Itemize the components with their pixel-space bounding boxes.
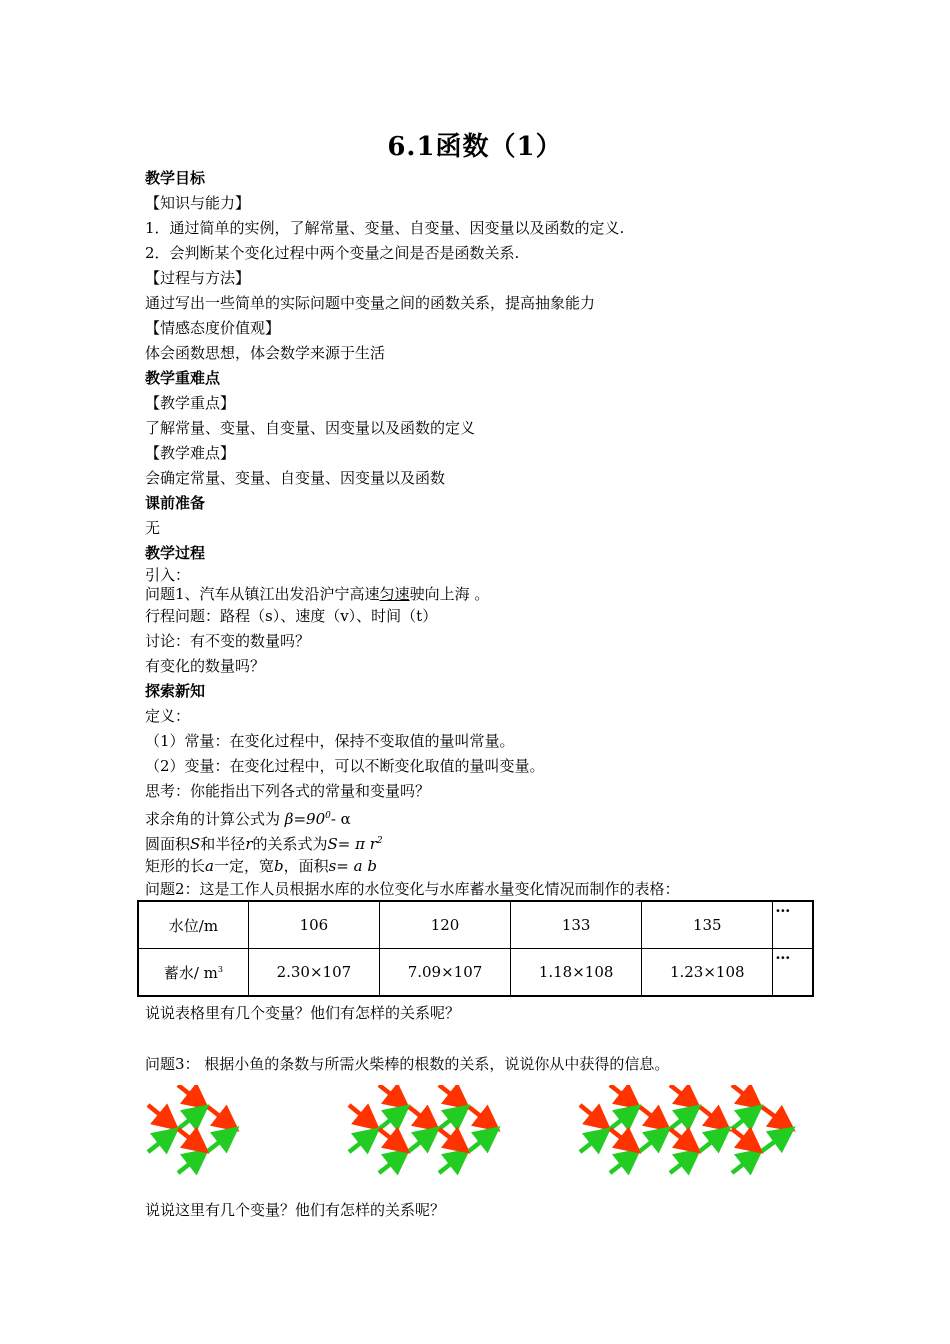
storage-unit-sup: 3 — [217, 964, 223, 974]
prep-text: 无 — [145, 519, 161, 537]
storage-label: 蓄水/ m — [163, 963, 218, 982]
formula-1 — [145, 806, 351, 829]
formula-3-text-c: ，面积 — [283, 857, 329, 875]
table-header-water-level: 水位/m — [138, 901, 248, 949]
intro-label: 引入： — [145, 566, 191, 584]
table-row — [138, 949, 813, 997]
table-cell: 135 — [642, 901, 773, 949]
formula-1-sup: 0 — [325, 811, 331, 821]
key-text: 了解常量、变量、自变量、因变量以及函数的定义 — [145, 419, 476, 437]
definition-1: （1）常量：在变化过程中，保持不变取值的量叫常量。 — [145, 732, 515, 750]
table-row — [138, 901, 813, 949]
subheading-difficult: 【教学难点】 — [145, 444, 236, 462]
formula-2-sup: 2 — [376, 836, 383, 846]
reservoir-table — [137, 900, 814, 997]
formula-2-expr: S= π r — [327, 835, 377, 853]
definition-label: 定义： — [145, 707, 191, 725]
question-3-followup: 说说这里有几个变量？他们有怎样的关系呢？ — [145, 1201, 446, 1219]
table-header-storage — [138, 949, 248, 997]
formula-3-var-a: a — [205, 857, 214, 875]
question-1 — [145, 584, 489, 604]
table-ellipsis: … — [773, 901, 813, 949]
difficult-text: 会确定常量、变量、自变量、因变量以及函数 — [145, 469, 446, 487]
heading-explore: 探索新知 — [145, 682, 206, 700]
table-cell: 2.30×107 — [248, 949, 379, 997]
formula-1-alpha: - α — [330, 810, 351, 828]
subheading-knowledge: 【知识与能力】 — [145, 194, 251, 212]
travel-problem: 行程问题：路程（s）、速度（v）、时间（t） — [145, 607, 438, 625]
subheading-key-point: 【教学重点】 — [145, 394, 236, 412]
definition-2: （2）变量：在变化过程中，可以不断变化取值的量叫变量。 — [145, 757, 545, 775]
page-title: 6.1函数（1） — [387, 132, 563, 162]
formula-2-var-s: S — [190, 835, 201, 853]
formula-3-text-b: 一定，宽 — [213, 857, 274, 875]
goal-2: 2．会判断某个变化过程中两个变量之间是否是函数关系. — [145, 244, 520, 262]
fish-sticks — [148, 1085, 236, 1173]
fish-figure-3 — [576, 1085, 802, 1185]
table-cell: 7.09×107 — [379, 949, 510, 997]
fish-figure-2 — [345, 1085, 507, 1185]
discuss-2: 有变化的数量吗？ — [145, 657, 266, 675]
table-cell: 106 — [248, 901, 379, 949]
formula-2-text-a: 圆面积 — [145, 835, 191, 853]
fish-figure-1 — [144, 1085, 244, 1185]
heading-key-difficult: 教学重难点 — [145, 369, 221, 387]
question-3: 问题3： 根据小鱼的条数与所需火柴棒的根数的关系，说说你从中获得的信息。 — [145, 1055, 670, 1073]
table-ellipsis: … — [773, 949, 813, 997]
formula-1-text: 求余角的计算公式为 — [145, 810, 285, 828]
think-prompt: 思考：你能指出下列各式的常量和变量吗？ — [145, 782, 431, 800]
formula-3 — [145, 856, 377, 876]
formula-2 — [145, 831, 383, 854]
subheading-emotion: 【情感态度价值观】 — [145, 319, 281, 337]
heading-teaching-goals: 教学目标 — [145, 169, 206, 187]
table-cell: 1.18×108 — [511, 949, 642, 997]
formula-3-var-b: b — [273, 857, 284, 875]
discuss-1: 讨论：有不变的数量吗？ — [145, 632, 311, 650]
heading-prep: 课前准备 — [145, 494, 206, 512]
emotion-text: 体会函数思想，体会数学来源于生活 — [145, 344, 386, 362]
question-1-underlined: 匀速 — [379, 585, 410, 603]
formula-2-var-r: r — [245, 835, 253, 853]
formula-1-expr: β=90 — [284, 810, 326, 828]
formula-3-text-a: 矩形的长 — [145, 857, 206, 875]
heading-process: 教学过程 — [145, 544, 206, 562]
formula-2-text-b: 和半径 — [200, 835, 246, 853]
table-cell: 1.23×108 — [642, 949, 773, 997]
goal-1: 1．通过简单的实例，了解常量、变量、自变量、因变量以及函数的定义. — [145, 219, 625, 237]
question-2-followup: 说说表格里有几个变量？他们有怎样的关系呢？ — [145, 1004, 461, 1022]
process-text: 通过写出一些简单的实际问题中变量之间的函数关系，提高抽象能力 — [145, 294, 596, 312]
subheading-process-method: 【过程与方法】 — [145, 269, 251, 287]
question-1-end: 驶向上海 。 — [409, 585, 490, 603]
table-cell: 133 — [511, 901, 642, 949]
formula-2-text-c: 的关系式为 — [252, 835, 328, 853]
table-cell: 120 — [379, 901, 510, 949]
formula-3-expr: s= a b — [328, 857, 377, 875]
question-1-start: 问题1、汽车从镇江出发沿沪宁高速 — [145, 585, 380, 603]
question-2: 问题2：这是工作人员根据水库的水位变化与水库蓄水量变化情况而制作的表格： — [145, 880, 680, 898]
